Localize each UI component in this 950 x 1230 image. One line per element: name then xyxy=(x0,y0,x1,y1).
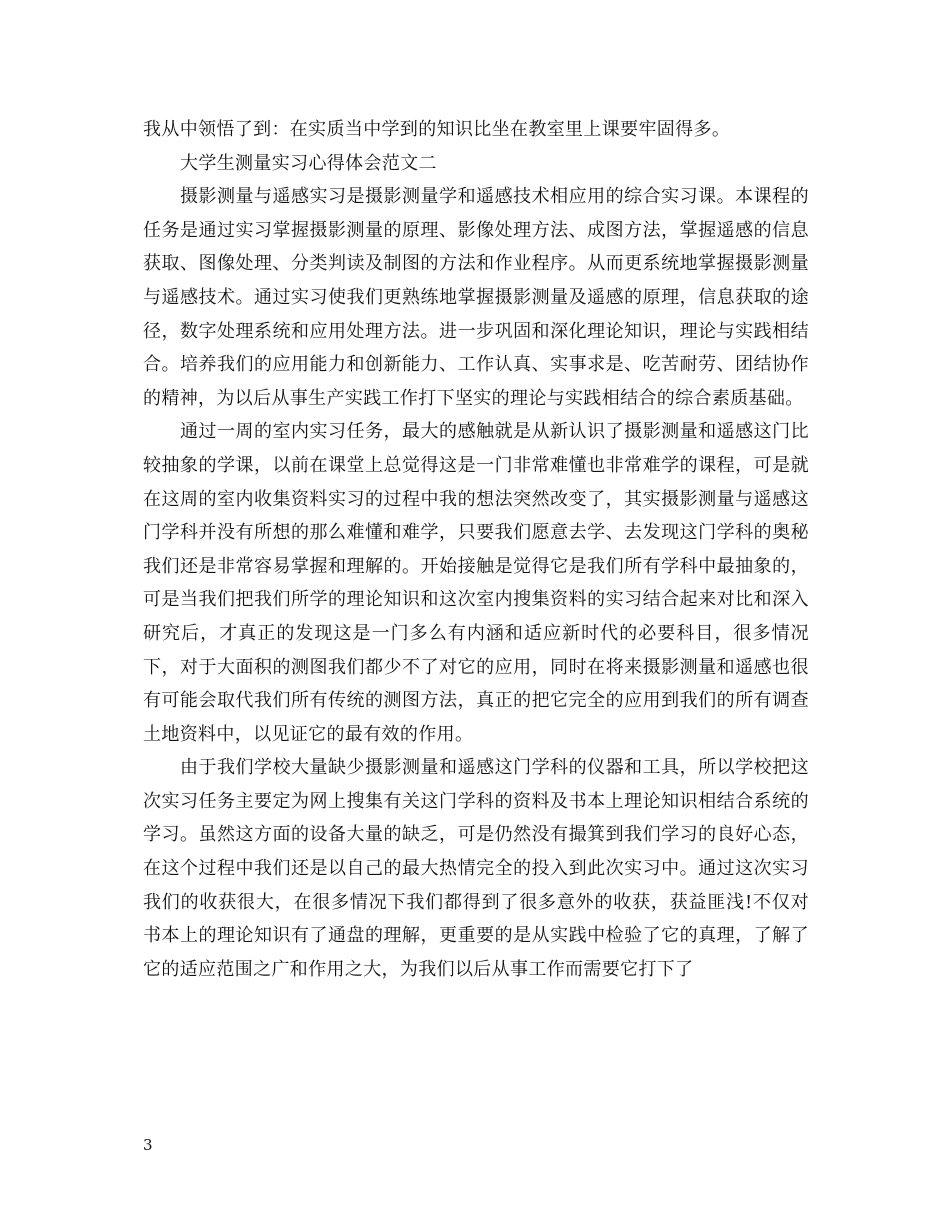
paragraph: 由于我们学校大量缺少摄影测量和遥感这门学科的仪器和工具，所以学校把这次实习任务主要定为网上搜集有关这门学科的资料及书本上理论知识相结合系统的学习。虽然这方面的设备大量的缺乏，可是仍然没有撮箕到我们学习的良好心态，在这个过程中我们还是以自己的最大热情完全的投入到此次实习中。通过这次实习我们的收获很大，在很多情况下我们都得到了很多意外的收获，获益匪浅!不仅对书本上的理论知识有了通盘的理解，更重要的是从实践中检验了它的真理，了解了它的适应范围之广和作用之大，为我们以后从事工作而需要它打下了 xyxy=(143,757,809,980)
section-heading: 大学生测量实习心得体会范文二 xyxy=(180,152,437,174)
page-number: 3 xyxy=(143,1136,153,1154)
paragraph: 摄影测量与遥感实习是摄影测量学和遥感技术相应用的综合实习课。本课程的任务是通过实习掌握摄影测量的原理、影像处理方法、成图方法，掌握遥感的信息获取、图像处理、分类判读及制图的方法和作业程序。从而更系统地掌握摄影测量与遥感技术。通过实习使我们更熟练地掌握摄影测量及遥感的原理，信息获取的途径，数字处理系统和应用处理方法。进一步巩固和深化理论知识，理论与实践相结合。培养我们的应用能力和创新能力、工作认真、实事求是、吃苦耐劳、团结协作的精神，为以后从事生产实践工作打下坚实的理论与实践相结合的综合素质基础。 xyxy=(143,186,809,409)
paragraph: 通过一周的室内实习任务，最大的感触就是从新认识了摄影测量和遥感这门比较抽象的学课，以前在课堂上总觉得这是一门非常难懂也非常难学的课程，可是就在这周的室内收集资料实习的过程中我的想法突然改变了，其实摄影测量与遥感这门学科并没有所想的那么难懂和难学，只要我们愿意去学、去发现这门学科的奥秘我们还是非常容易掌握和理解的。开始接触是觉得它是我们所有学科中最抽象的，可是当我们把我们所学的理论知识和这次室内搜集资料的实习结合起来对比和深入研究后，才真正的发现这是一门多么有内涵和适应新时代的必要科目，很多情况下，对于大面积的测图我们都少不了对它的应用，同时在将来摄影测量和遥感也很有可能会取代我们所有传统的测图方法，真正的把它完全的应用到我们的所有调查土地资料中，以见证它的最有效的作用。 xyxy=(143,421,809,745)
body-text xyxy=(143,113,809,986)
paragraph-continuation: 我从中领悟了到：在实质当中学到的知识比坐在教室里上课要牢固得多。 xyxy=(143,119,731,140)
